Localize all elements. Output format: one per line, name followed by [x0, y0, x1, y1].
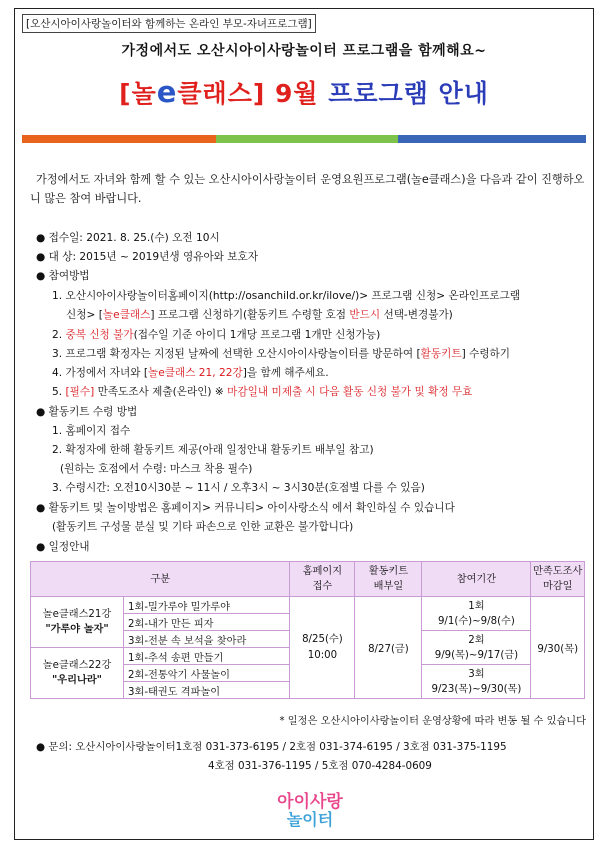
- header-reception: 홈페이지 접수: [290, 562, 355, 597]
- class22-name: 놀e클래스22강: [42, 660, 112, 671]
- header-tag: [오산시아이사랑놀이터와 함께하는 온라인 부모-자녀프로그램]: [22, 14, 316, 33]
- m2-post: (접수일 기준 아이디 1개당 프로그램 1개만 신청가능): [133, 329, 381, 341]
- subtitle: 가정에서도 오산시아이사랑놀이터 프로그램을 함께해요~: [121, 43, 487, 59]
- method-3: [52, 346, 510, 361]
- m1b-post: 선택-변경불가): [380, 309, 453, 321]
- period-1-label: 1회: [468, 600, 485, 612]
- m5-red2: 마감일내 미제출 시 다음 활동 신청 불가 및 확정 무효: [227, 386, 473, 398]
- m1b-pre: 신청> [: [66, 309, 103, 321]
- logo-bottom: 놀이터: [286, 810, 334, 829]
- logo-top: [265, 793, 355, 811]
- schedule-table: [30, 561, 585, 699]
- reception-date: ● 접수일: 2021. 8. 25.(수) 오전 10시: [36, 232, 220, 244]
- deadline-cell: 9/30(목): [531, 597, 585, 699]
- contact-info: [36, 738, 507, 776]
- contact-line-2: 4호점 031-376-1195 / 5호점 070-4284-0609: [208, 760, 432, 772]
- kit-3: 3. 수령시간: 오전10시30분 ~ 11시 / 오후3시 ~ 3시30분(호점별 다를 수 있음): [52, 482, 425, 494]
- m3-red: 활동키트: [420, 348, 462, 360]
- m4-pre: 4. 가정에서 자녀와 [: [52, 367, 148, 379]
- class22-theme: "우리나라": [52, 675, 102, 686]
- kit-2b: (원하는 호점에서 수령: 마스크 착용 필수): [60, 463, 253, 475]
- reception-time-cell: 10:00: [307, 649, 338, 661]
- m2-red: 중복 신청 불가: [65, 329, 134, 341]
- m3-pre: 3. 프로그램 확정자는 지정된 날짜에 선택한 오산시아이사랑놀이터를 방문하여 [: [52, 348, 421, 360]
- kit-date-cell: 8/27(금): [355, 597, 422, 699]
- table-row: [31, 597, 585, 614]
- reception-date-cell: 8/25(수): [302, 633, 343, 645]
- class21-theme: "가루야 놀자": [45, 624, 109, 635]
- contact-line-1: ● 문의: 오산시아이사랑놀이터1호점 031-373-6195 / 2호점 031-374-6195 / 3호점 031-375-1195: [36, 741, 507, 753]
- session-21-1: 1회-밀가루야 밀가루야: [124, 597, 290, 614]
- m4-post: ]을 함께 해주세요.: [242, 367, 329, 379]
- session-22-1: 1회-추석 송편 만들기: [124, 648, 290, 665]
- title-part2: 클래스] 9월: [177, 79, 319, 108]
- title-part1: [놀: [119, 79, 157, 108]
- m5-mid: 만족도조사 제출(온라인) ※: [94, 386, 228, 398]
- method-title: ● 참여방법: [36, 270, 90, 282]
- method-2: [52, 327, 380, 342]
- class21-name: 놀e클래스21강: [42, 609, 112, 620]
- header-deadline: 만족도조사 마감일: [531, 562, 585, 597]
- method-1b: [66, 307, 453, 322]
- m5-red: [필수]: [65, 386, 95, 398]
- period-3-cell: [422, 665, 531, 699]
- howto: ● 활동키트 및 놀이방법은 홈페이지> 커뮤니티> 아이사랑소식 에서 확인하실 수 있습니다: [36, 502, 455, 514]
- m1b-red2: 반드시: [349, 309, 381, 321]
- page-title: [0, 74, 608, 110]
- m5-pre: 5.: [52, 386, 66, 398]
- logo-top-text: 아이사랑: [277, 792, 343, 812]
- table-header-row: [31, 562, 585, 597]
- period-2-dates: 9/9(목)~9/17(금): [434, 649, 519, 661]
- color-bar-orange: [22, 135, 216, 143]
- session-21-3: 3회-전분 속 보석을 찾아라: [124, 631, 290, 648]
- title-part3: 프로그램 안내: [328, 79, 489, 108]
- intro-paragraph: 가정에서도 자녀와 함께 할 수 있는 오산시아이사랑놀이터 운영요원프로그램(놀e클래스)을 다음과 같이 진행하오니 많은 참여 바랍니다.: [30, 173, 585, 205]
- color-bar-green: [216, 135, 398, 143]
- howto-b: (활동키트 구성물 분실 및 기타 파손으로 인한 교환은 불가합니다): [52, 521, 354, 533]
- period-1-cell: [422, 597, 531, 631]
- session-21-2: 2회-내가 만든 피자: [124, 614, 290, 631]
- header-kit: 활동키트 배부일: [355, 562, 422, 597]
- period-2-label: 2회: [468, 634, 485, 646]
- method-5: [52, 384, 472, 399]
- m2-pre: 2.: [52, 329, 66, 341]
- kit-title: ● 활동키트 수령 방법: [36, 406, 138, 418]
- class21-cell: [31, 597, 124, 648]
- m3-post: ] 수령하기: [461, 348, 511, 360]
- aisarang-logo: [265, 793, 355, 833]
- session-22-2: 2회-전통악기 사물놀이: [124, 665, 290, 682]
- m4-red: 놀e클래스 21, 22강: [147, 367, 243, 379]
- m1b-red: 놀e클래스: [102, 309, 151, 321]
- schedule-title: ● 일정안내: [36, 541, 90, 553]
- header-period: 참여기간: [422, 562, 531, 597]
- period-3-dates: 9/23(목)~9/30(목): [431, 683, 522, 695]
- title-e: e: [156, 75, 178, 109]
- color-bar-blue: [398, 135, 586, 143]
- header-category: 구분: [31, 562, 290, 597]
- period-1-dates: 9/1(수)~9/8(수): [437, 615, 515, 627]
- method-4: [52, 365, 329, 380]
- period-3-label: 3회: [468, 668, 485, 680]
- m1b-mid: ] 프로그램 신청하기(활동키트 수령할 호점: [150, 309, 350, 321]
- kit-1: 1. 홈페이지 접수: [52, 425, 131, 437]
- session-22-3: 3회-태권도 격파놀이: [124, 682, 290, 699]
- class22-cell: [31, 648, 124, 699]
- reception-cell: [290, 597, 355, 699]
- target: ● 대 상: 2015년 ~ 2019년생 영유아와 보호자: [36, 251, 258, 263]
- kit-2: 2. 확정자에 한해 활동키트 제공(아래 일정안내 활동키트 배부일 참고): [52, 444, 374, 456]
- schedule-note: * 일정은 오산시아이사랑놀이터 운영상황에 따라 변동 될 수 있습니다: [279, 716, 586, 727]
- method-1a: 1. 오산시아이사랑놀이터홈페이지(http://osanchild.or.kr/ilove/)> 프로그램 신청> 온라인프로그램: [52, 290, 521, 302]
- period-2-cell: [422, 631, 531, 665]
